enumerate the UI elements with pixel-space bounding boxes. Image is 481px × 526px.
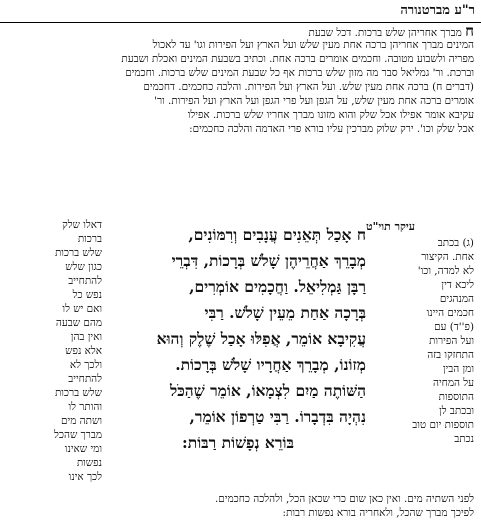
commentary-line: חכמים היינו (426, 307, 474, 319)
commentary-line: ואין בהן (70, 331, 102, 343)
commentary-line: מהם שבעה (55, 317, 102, 329)
mishnah-line: ח אָכַל תְּאֵנִים עֲנָבִים וְרִמּוֹנִים, (188, 225, 366, 244)
commentary-line: ומן הבין (442, 363, 474, 375)
commentary-line: תוספות יום טוב (412, 419, 474, 431)
commentary-line: לפיכך מברך שהכל, ולאחריה בורא נפשות רבות: (282, 507, 474, 519)
mishnah-line: הַשּׁוֹתֶה מַיִם לִצְמָאוֹ, אוֹמֵר שֶׁהַכֹּל (169, 381, 366, 400)
commentary-line: ושתה מים (61, 415, 102, 427)
mishnah-line: מְזוֹנוֹ, מְבָרֵךְ אַחֲרָיו שָׁלֹשׁ בְּרָכוֹת. (175, 355, 366, 374)
commentary-line: לפני השתיה מים. ואין כאן שום כרי שכאן הכל, ולהלכה כחכמים. (214, 493, 474, 505)
commentary-line: להתחייב (68, 275, 102, 287)
commentary-line: מברך שהכל (54, 429, 102, 441)
commentary-line: על המחיה (432, 377, 474, 389)
commentary-line: וברכת. ור' גמליאל סבר מה מזון שלש ברכות אף כל שבעת המינים שלש ברכות. וחכמים (125, 67, 474, 79)
commentary-line: אומרים ברכה אחת מעין שלש, על הגפן ועל פרי הגפן ועל הארץ ועל הפירות. ור' (154, 95, 474, 107)
commentary-line: דאלו שלק (62, 219, 102, 231)
commentary-line: ועל הפירות (429, 335, 474, 347)
commentary-top (8, 24, 474, 136)
mishnah-line: בְּרָכָה אַחַת מֵעֵין שָׁלֹשׁ. רַבִּי (204, 303, 366, 322)
commentary-line: (דברים ח) ברכה אחת מעין שלש. ועל הארץ ועל הפירות. והלכה כחכמים. דחכמים (143, 81, 474, 93)
header-rule (0, 22, 481, 23)
commentary-line: שלש ברכות (54, 247, 102, 259)
commentary-line: שלש ברכות (54, 387, 102, 399)
commentary-line: אחת. הקיצור (421, 251, 474, 263)
commentary-line: נכתב (454, 433, 474, 445)
commentary-line: ח מברך אחריהן שלש ברכות. דכל שבעת (308, 24, 474, 38)
commentary-line: לא למדה, וכו' (417, 265, 474, 277)
commentary-line: ולכך לא (69, 359, 102, 371)
commentary-line: והותר לו (68, 401, 102, 413)
commentary-line: התוספות (438, 391, 474, 403)
running-title: ר"ע מברטנורה (400, 3, 475, 18)
commentary-line: המינים מברך אחריהן ברכה אחת מעין שלש ועל הארץ ועל הפירות וגו' עד לאכול (152, 39, 474, 51)
commentary-line: לכך אינו (68, 471, 102, 483)
commentary-line: כגון שלש (65, 261, 102, 273)
page-header (0, 2, 481, 22)
commentary-line: התחזקו בזה (427, 349, 474, 361)
commentary-line: (ג) בכתב (437, 237, 474, 249)
mishnah-line: בּוֹרֵא נְפָשׁוֹת רַבּוֹת: (182, 433, 294, 452)
commentary-line: ברכות (77, 233, 102, 245)
commentary-line: אלא נפש (65, 345, 102, 357)
commentary-right (366, 218, 474, 446)
mishnah-text (110, 222, 366, 456)
commentary-left (8, 218, 102, 484)
commentary-bottom (8, 492, 474, 520)
mishnah-line: עֲקִיבָא אוֹמֵר, אֲפִלּוּ אָכַל שֶׁלֶק וְהוּא (156, 329, 366, 348)
commentary-line: להתחייב (68, 373, 102, 385)
commentary-line: עקיבא אומר אפילו אכל שלק והוא מזונו מברך אחריו שלש ברכות. אפילו (187, 109, 474, 121)
commentary-line: מפריה ולשבוע מטובה. וחכמים אומרים ברכה אחת. וכתיב בשבעת המינים ואכלת ושבעת (121, 53, 474, 65)
mishnah-lead-letter: ח (356, 225, 366, 244)
commentary-line: (פ''ד) עם (434, 321, 474, 333)
mishnah-line: נִהְיָה בִּדְבָרוֹ. רַבִּי טַרְפוֹן אוֹמֵר, (189, 407, 366, 426)
mishnah-line: מְבָרֵךְ אַחֲרֵיהֶן שָׁלֹשׁ בְּרָכוֹת, דִּבְרֵי (171, 251, 366, 270)
commentary-right-heading: עיקר תוי"ט (366, 220, 416, 233)
commentary-line: ובכתב לן (439, 405, 474, 417)
mishnah-line: רַבָּן גַּמְלִיאֵל. וַחֲכָמִים אוֹמְרִים, (189, 277, 366, 296)
commentary-line: נפשות (76, 457, 102, 469)
commentary-line: נפש כל (72, 289, 102, 301)
commentary-line: ואם יש לו (62, 303, 102, 315)
commentary-line: המנהגים (439, 293, 474, 305)
commentary-line: ליכא דין (441, 279, 474, 291)
commentary-line: ומי שאינו (64, 443, 102, 455)
commentary-lead-letter: ח (465, 24, 474, 38)
commentary-line: אכל שלק וכו'. ירק שלוק מברכין עליו בורא פרי האדמה והלכה כחכמים: (189, 123, 474, 135)
